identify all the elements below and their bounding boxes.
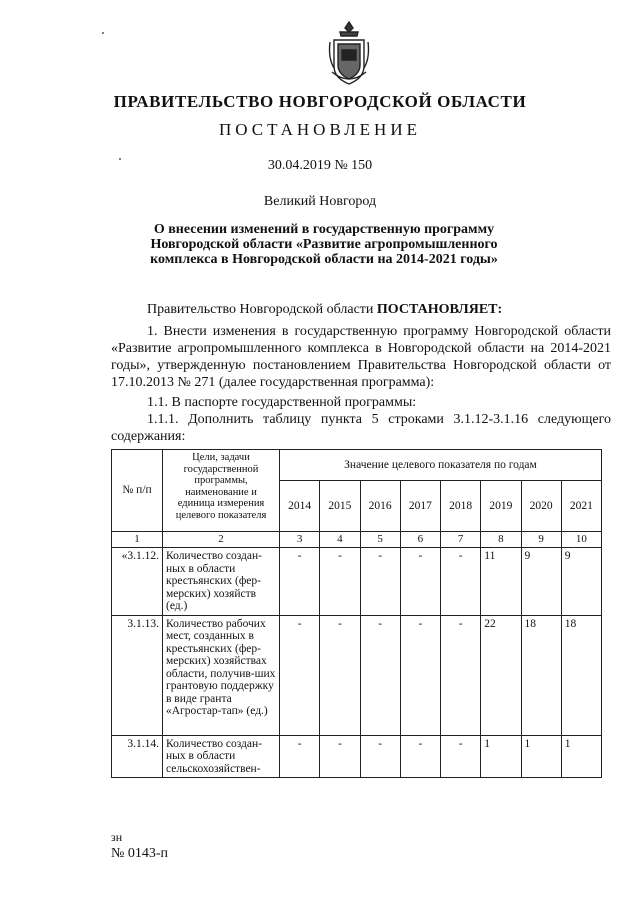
year-cell: 2020 [521,481,561,532]
footer-mark: зн [111,830,123,844]
row-indicator-name: Количество создан-ных в области сельскохозяйствен- [163,735,280,778]
intro-text: Правительство Новгородской области [147,302,377,317]
row-value: - [320,615,360,735]
city: Великий Новгород [263,194,377,209]
row-value: - [400,735,440,778]
year-cell: 2016 [360,481,400,532]
row-number: 3.1.14. [112,735,163,778]
government-title: ПРАВИТЕЛЬСТВО НОВГОРОДСКОЙ ОБЛАСТИ [113,92,527,111]
coat-of-arms-icon [326,20,372,86]
paragraph-1-1: 1.1. В паспорте государственной программы: [147,395,417,410]
column-number: 9 [521,532,561,548]
row-value: - [280,735,320,778]
column-number: 6 [400,532,440,548]
table-row [112,615,602,735]
row-value: 22 [481,615,521,735]
column-number: 2 [163,532,280,548]
column-number: 10 [561,532,601,548]
year-cell: 2019 [481,481,521,532]
row-value: 9 [521,548,561,616]
table-header-row [112,450,602,481]
column-number: 8 [481,532,521,548]
row-value: - [360,548,400,616]
footer-doc-number: № 0143-п [111,846,169,861]
row-number: «3.1.12. [112,548,163,616]
row-number: 3.1.13. [112,615,163,735]
date-and-number: 30.04.2019 № 150 [267,158,373,173]
row-value: - [320,735,360,778]
document-type: ПОСТАНОВЛЕНИЕ [218,120,421,139]
row-value: 1 [481,735,521,778]
intro-paragraph [111,301,611,318]
row-value: 9 [561,548,601,616]
row-value: 18 [561,615,601,735]
header-number: № п/п [112,450,163,532]
scan-speck [119,158,121,160]
year-cell: 2014 [280,481,320,532]
intro-resolves: ПОСТАНОВЛЯЕТ: [376,302,503,317]
row-value: - [360,615,400,735]
row-value: 18 [521,615,561,735]
year-cell: 2017 [400,481,440,532]
paragraph-1-1-1: 1.1.1. Дополнить таблицу пункта 5 строками 3.1.12-3.1.16 следующего содержания: [111,412,611,444]
table-row [112,548,602,616]
row-value: - [441,548,481,616]
column-numbers-row [112,532,602,548]
row-value: - [400,548,440,616]
row-value: 11 [481,548,521,616]
row-value: - [360,735,400,778]
header-years-group: Значение целевого показателя по годам [280,450,602,481]
row-value: 1 [521,735,561,778]
column-number: 3 [280,532,320,548]
scan-speck [102,32,104,34]
column-number: 7 [441,532,481,548]
row-indicator-name: Количество рабочих мест, созданных в крестьянских (фер-мерских) хозяйствах области, получив-ших грантовую поддержку в виде гранта «Агростар-тап» (ед.) [163,615,280,735]
target-indicators-table [111,449,602,778]
row-value: - [441,615,481,735]
document-subject: О внесении изменений в государственную программу Новгородской области «Развитие агропромышленного комплекса в Новгородской области на 2014-2021 годы» [150,222,498,267]
column-number: 5 [360,532,400,548]
year-cell: 2018 [441,481,481,532]
year-cell: 2021 [561,481,601,532]
year-cell: 2015 [320,481,360,532]
paragraph-1: 1. Внести изменения в государственную программу Новгородской области «Развитие агропромышленного комплекса в Новгородской области на 2014-2021 годы», утвержденную постановлением Правительства Новгородской области от 17.10.2013 № 271 (далее государственная программа): [111,324,611,390]
row-value: - [441,735,481,778]
column-number: 1 [112,532,163,548]
row-value: - [280,548,320,616]
row-value: - [280,615,320,735]
header-name: Цели, задачи государственной программы, наименование и единица измерения целевого показателя [163,450,280,532]
row-value: - [400,615,440,735]
row-value: - [320,548,360,616]
row-value: 1 [561,735,601,778]
column-number: 4 [320,532,360,548]
row-indicator-name: Количество создан-ных в области крестьянских (фер-мерских) хозяйств (ед.) [163,548,280,616]
table-row [112,735,602,778]
